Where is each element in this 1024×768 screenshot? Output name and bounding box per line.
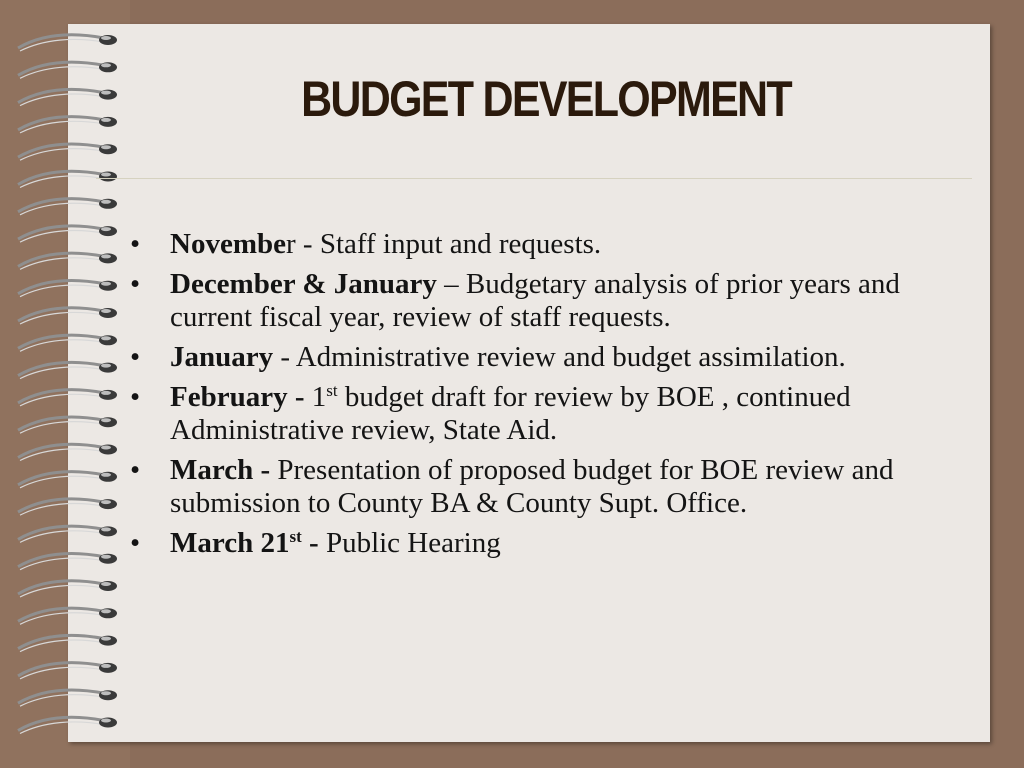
binding-hole-highlight	[101, 391, 111, 395]
list-item: • March 21st - Public Hearing	[130, 527, 501, 559]
binding-hole-highlight	[101, 336, 111, 340]
slide-title: BUDGET DEVELOPMENT	[301, 71, 791, 127]
bullet-icon: •	[130, 454, 141, 486]
binding-hole-highlight	[101, 200, 111, 204]
binding-hole-highlight	[101, 719, 111, 723]
list-item: • March - Presentation of proposed budget for BOE review and submission to County BA & County Supt. Office.	[130, 454, 894, 519]
bullet-icon: •	[130, 228, 141, 260]
list-item: • December & January – Budgetary analysis of prior years and current fiscal year, review of staff requests.	[130, 268, 900, 333]
binding-hole-highlight	[101, 473, 111, 477]
binding-hole-highlight	[101, 555, 111, 559]
binding-hole-highlight	[101, 500, 111, 504]
binding-hole-highlight	[101, 637, 111, 641]
list-item: • February - 1st budget draft for review by BOE , continued Administrative review, State Aid.	[130, 381, 851, 446]
binding-hole-highlight	[101, 691, 111, 695]
binding-hole-highlight	[101, 173, 111, 177]
binding-hole-highlight	[101, 254, 111, 258]
binding-hole-highlight	[101, 364, 111, 368]
bullet-icon: •	[130, 268, 141, 300]
bullet-icon: •	[130, 381, 141, 413]
binding-hole-highlight	[101, 63, 111, 67]
list-item: • January - Administrative review and budget assimilation.	[130, 341, 846, 373]
bullet-list	[130, 228, 970, 567]
binding-hole-highlight	[101, 118, 111, 122]
binding-hole-highlight	[101, 309, 111, 313]
bullet-icon: •	[130, 527, 141, 559]
title-divider	[96, 178, 972, 179]
binding-hole-highlight	[101, 91, 111, 95]
binding-hole-highlight	[101, 664, 111, 668]
binding-hole-highlight	[101, 582, 111, 586]
binding-hole-highlight	[101, 609, 111, 613]
binding-hole-highlight	[101, 527, 111, 531]
spiral-binding-icon	[12, 28, 122, 743]
bullet-icon: •	[130, 341, 141, 373]
binding-hole-highlight	[101, 227, 111, 231]
binding-hole-highlight	[101, 418, 111, 422]
binding-hole-highlight	[101, 446, 111, 450]
list-item: • November - Staff input and requests.	[130, 228, 602, 260]
binding-hole-highlight	[101, 36, 111, 40]
binding-hole-highlight	[101, 282, 111, 286]
binding-hole-highlight	[101, 145, 111, 149]
